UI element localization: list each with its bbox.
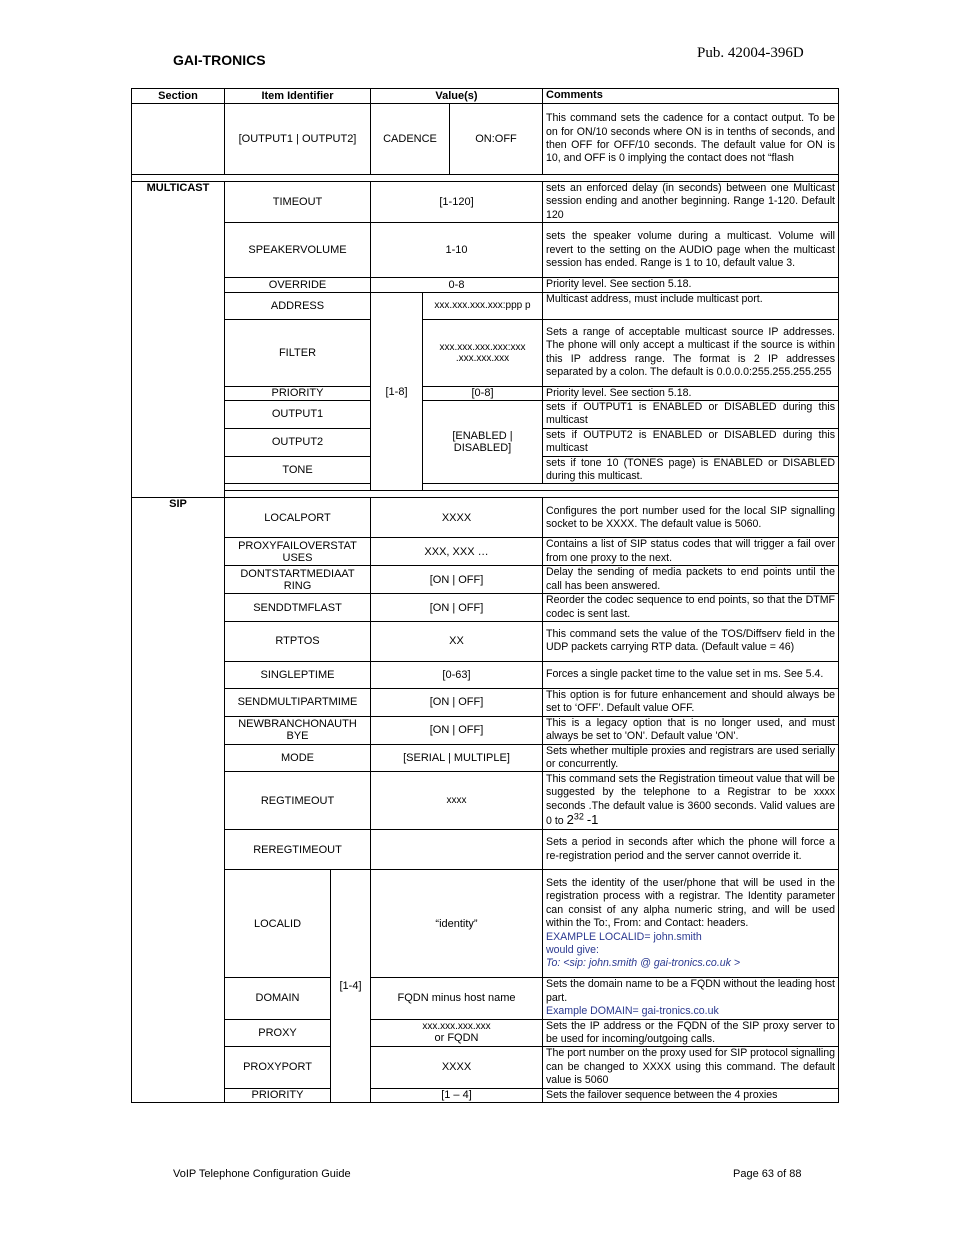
comment-text: This command sets the Registration timeout value that will be suggested by the telephone to a Registrar to be xxxx seconds .The default value is 3600 seconds. Valid values are 0 to [546,773,835,828]
table-row [132,292,839,319]
value-line: xxx.xxx.xxx.xxx [422,1021,491,1033]
item-identifier: PROXYPORT [225,1047,331,1088]
value-cell: FQDN minus host name [371,978,543,1019]
value-cell: 1-10 [371,223,543,278]
publication-number: Pub. 42004-396D [697,45,804,61]
value-cell [371,1019,543,1047]
value-cell: [1 – 4] [371,1088,543,1102]
table-row [132,566,839,594]
formula-base: 2 [566,812,574,828]
value-cell: [ENABLED | DISABLED] [423,401,543,484]
comment: sets if tone 10 (TONES page) is ENABLED or DISABLED during this multicast. [543,456,839,484]
table-row [132,319,839,386]
footer-page-number: Page 63 of 88 [733,1168,802,1180]
item-identifier: DONTSTARTMEDIAAT RING [225,566,371,594]
item-identifier: FILTER [225,319,371,386]
comment-text: Sets the identity of the user/phone that will be used in the registration process with a registrar. The Identity parameter can consist of any alpha numeric string, and will be used within the To:, From: and Contact: headers. [546,876,835,930]
item-identifier: REGTIMEOUT [225,772,371,830]
value-cell: [1-120] [371,182,543,223]
table-row [132,594,839,622]
table-row [132,1019,839,1047]
table-row [132,1088,839,1102]
table-row [132,621,839,661]
comment: This is a legacy option that is no longer used, and must always be set to 'ON'. Default value 'ON'. [543,716,839,744]
table-row [132,870,839,978]
comment: This command sets the cadence for a contact output. To be on for ON/10 seconds where ON is in tenths of seconds, and then OFF for OFF/10 seconds. The default value for ON is 10, and OFF is 0 implying the contact does not “flash [543,104,839,175]
table-row [132,401,839,429]
formula-exponent: 32 [573,811,584,822]
formula-tail: -1 [586,812,599,828]
table-row [132,1047,839,1088]
table-row [132,223,839,278]
comment: sets the speaker volume during a multicast. Volume will revert to the setting on the AUDIO page when the multicast session has ended. Range is 1 to 10, default value 3. [543,223,839,278]
table-row [132,744,839,772]
item-identifier: PRIORITY [225,1088,331,1102]
item-identifier: NEWBRANCHONAUTH BYE [225,716,371,744]
comment: Sets the failover sequence between the 4 proxies [543,1088,839,1102]
example-line: would give: [546,943,599,956]
item-identifier: LOCALID [225,870,331,978]
value-line: or FQDN [434,1032,479,1045]
section-separator [132,484,839,491]
table-row [132,538,839,566]
item-identifier: LOCALPORT [225,498,371,538]
item-identifier: ADDRESS [225,292,371,319]
footer-guide-title: VoIP Telephone Configuration Guide [173,1168,351,1180]
item-identifier: SENDMULTIPARTMIME [225,688,371,716]
item-identifier: MODE [225,744,371,772]
comment: This command sets the value of the TOS/Diffserv field in the UDP packets carrying RTP data. (Default value = 46) [543,621,839,661]
value-cell: [ON | OFF] [371,566,543,594]
empty-section-cell [132,104,225,175]
example-line: To: <sip: john.smith @ gai-tronics.co.uk > [546,957,741,970]
value-cell [371,104,543,175]
item-identifier: DOMAIN [225,978,331,1019]
comment: Priority level. See section 5.18. [543,386,839,400]
range-cell: [1-4] [331,870,371,1103]
example-line: Example DOMAIN= gai-tronics.co.uk [546,1005,719,1018]
table-row [132,182,839,223]
comment: Reorder the codec sequence to end points, so that the DTMF codec is sent last. [543,594,839,622]
comment: Delay the sending of media packets to end points until the call has been answered. [543,566,839,594]
comment: Sets whether multiple proxies and registrars are used serially or concurrently. [543,744,839,772]
value-onoff: ON:OFF [475,133,517,145]
company-name: GAI-TRONICS [173,52,266,68]
col-header-values: Value(s) [371,89,543,104]
comment: sets if OUTPUT1 is ENABLED or DISABLED during this multicast [543,401,839,429]
section-sip: SIP [132,498,225,1103]
section-multicast: MULTICAST [132,182,225,498]
table-row [132,716,839,744]
value-cell: 0-8 [371,278,543,292]
col-header-comments: Comments [543,89,839,104]
item-identifier: RTPTOS [225,621,371,661]
comment: The port number on the proxy used for SIP protocol signalling can be changed to XXXX using this command. The default value is 5060 [543,1047,839,1088]
table-row [132,661,839,688]
col-header-section: Section [132,89,225,104]
value-cell: XXX, XXX … [371,538,543,566]
item-identifier: TONE [225,456,371,484]
value-cell: [0-63] [371,661,543,688]
item-identifier: OUTPUT2 [225,428,371,456]
table-row [132,978,839,1019]
item-identifier: SINGLEPTIME [225,661,371,688]
item-identifier: TIMEOUT [225,182,371,223]
value-cell: [ON | OFF] [371,716,543,744]
range-cell: [1-8] [371,292,423,491]
comment [543,978,839,1019]
table-row [132,386,839,400]
table-row [132,278,839,292]
value-cell: xxxx [371,772,543,830]
table-header-row [132,89,839,104]
value-cell: [SERIAL | MULTIPLE] [371,744,543,772]
example-line: EXAMPLE LOCALID= john.smith [546,930,702,943]
section-separator [132,175,839,182]
item-identifier: SENDDTMFLAST [225,594,371,622]
value-cell: [0-8] [423,386,543,400]
value-cell: XXXX [371,498,543,538]
item-identifier: OUTPUT1 [225,401,371,429]
table-row [132,498,839,538]
item-identifier: [OUTPUT1 | OUTPUT2] [225,104,371,175]
item-identifier: PROXY [225,1019,331,1047]
value-cell: XX [371,621,543,661]
comment [543,870,839,978]
comment: Sets a period in seconds after which the phone will force a re-registration period and the server cannot override it. [543,830,839,870]
comment: Sets a range of acceptable multicast source IP addresses. The phone will only accept a multicast if the source is within this IP address range. The format is 2 IP addresses separated by a colon. The default is 0.0.0.0:255.255.255.255 [543,319,839,386]
comment: Contains a list of SIP status codes that will trigger a fail over from one proxy to the next. [543,538,839,566]
config-table [131,88,839,1103]
value-cell: “identity” [371,870,543,978]
comment: This option is for future enhancement and should always be set to ‘OFF’. Default value OFF. [543,688,839,716]
value-cell: [ON | OFF] [371,594,543,622]
section-separator [132,491,839,498]
value-cell: xxx.xxx.xxx.xxx:xxx .xxx.xxx.xxx [423,319,543,386]
col-header-item: Item Identifier [225,89,371,104]
item-identifier: PROXYFAILOVERSTAT USES [225,538,371,566]
comment: sets an enforced delay (in seconds) between one Multicast session ending and another beginning. Range 1-120. Default 120 [543,182,839,223]
table-row [132,688,839,716]
table-row [132,830,839,870]
comment: Sets the IP address or the FQDN of the SIP proxy server to be used for incoming/outgoing calls. [543,1019,839,1047]
item-identifier: REREGTIMEOUT [225,830,371,870]
table-row [132,104,839,175]
comment: Configures the port number used for the local SIP signalling socket to be XXXX. The default value is 5060. [543,498,839,538]
item-identifier: PRIORITY [225,386,371,400]
comment: Forces a single packet time to the value set in ms. See 5.4. [543,661,839,688]
table-row [132,772,839,830]
value-cell [371,830,543,870]
comment: Multicast address, must include multicast port. [543,292,839,319]
comment [543,772,839,830]
value-cell: [ON | OFF] [371,688,543,716]
value-cadence: CADENCE [371,104,450,174]
comment: Priority level. See section 5.18. [543,278,839,292]
value-cell: XXXX [371,1047,543,1088]
comment: sets if OUTPUT2 is ENABLED or DISABLED during this multicast [543,428,839,456]
value-cell: xxx.xxx.xxx.xxx:ppp p [423,292,543,319]
item-identifier: SPEAKERVOLUME [225,223,371,278]
comment-text: Sets the domain name to be a FQDN without the leading host part. [546,978,835,1004]
item-identifier: OVERRIDE [225,278,371,292]
